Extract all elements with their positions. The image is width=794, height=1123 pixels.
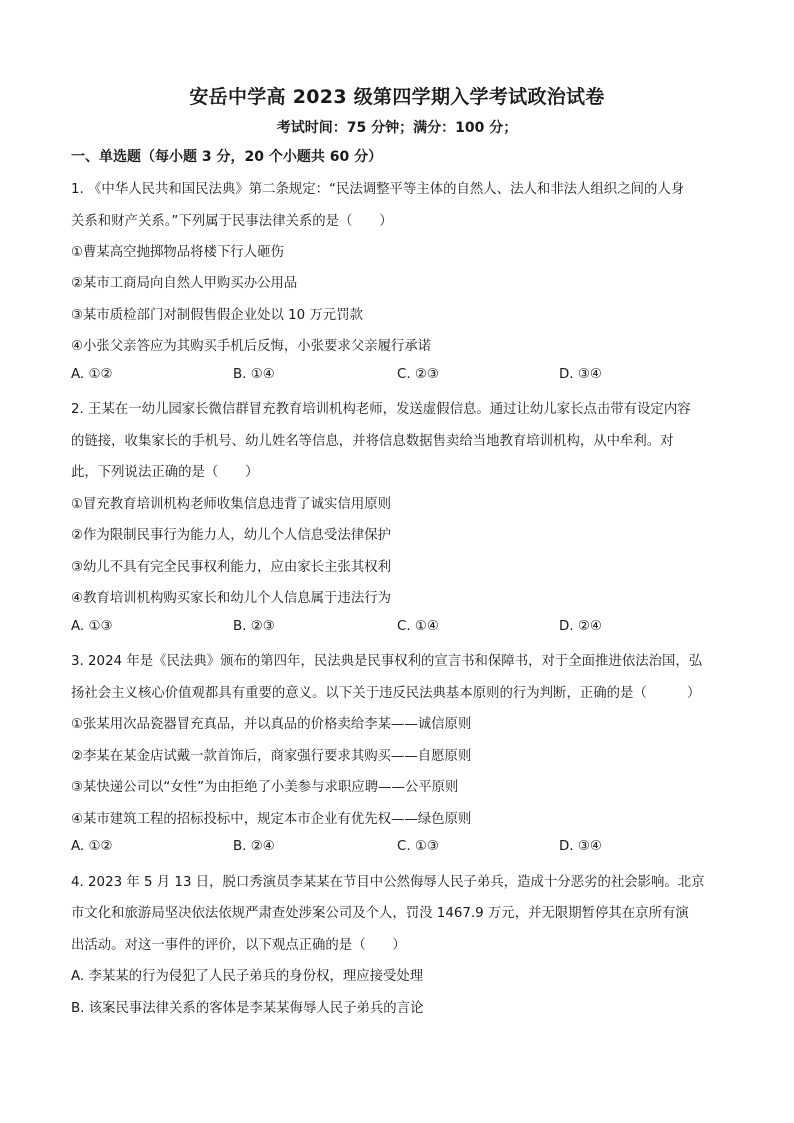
question-2-statement-4: ④教育培训机构购买家长和幼儿个人信息属于违法行为 [71, 591, 391, 606]
question-2-stem-line-3: 此，下列说法正确的是（ ） [71, 465, 259, 480]
question-1-option-b[interactable]: B. ①④ [233, 367, 275, 382]
question-3-option-c[interactable]: C. ①③ [397, 839, 439, 854]
question-2-option-d[interactable]: D. ②④ [559, 619, 602, 634]
question-4-option-b[interactable]: B. 该案民事法律关系的客体是李某某侮辱人民子弟兵的言论 [71, 1001, 424, 1016]
question-4-option-a[interactable]: A. 李某某的行为侵犯了人民子弟兵的身份权，理应接受处理 [71, 969, 424, 984]
question-1-statement-3: ③某市质检部门对制假售假企业处以 10 万元罚款 [71, 308, 363, 323]
question-1-option-a[interactable]: A. ①② [71, 367, 113, 382]
question-2-option-b[interactable]: B. ②③ [233, 619, 275, 634]
question-3-stem-line-2: 扬社会主义核心价值观都具有重要的意义。以下关于违反民法典基本原则的行为判断，正确的是（ ） [71, 686, 701, 701]
question-3-statement-4: ④某市建筑工程的招标投标中，规定本市企业有优先权——绿色原则 [71, 812, 472, 827]
question-1-stem-line-1: 1. 《中华人民共和国民法典》第二条规定：“民法调整平等主体的自然人、法人和非法人组织之间的人身 [71, 182, 685, 197]
page-title: 安岳中学高 2023 级第四学期入学考试政治试卷 [189, 86, 605, 108]
question-3-statement-1: ①张某用次品瓷器冒充真品，并以真品的价格卖给李某——诚信原则 [71, 717, 472, 732]
question-2-stem-line-1: 2. 王某在一幼儿园家长微信群冒充教育培训机构老师，发送虚假信息。通过让幼儿家长点击带有设定内容 [71, 402, 691, 417]
question-2-option-a[interactable]: A. ①③ [71, 619, 113, 634]
question-1-statement-1: ①曹某高空抛掷物品将楼下行人砸伤 [71, 245, 284, 260]
question-3-statement-3: ③某快递公司以“女性”为由拒绝了小美参与求职应聘——公平原则 [71, 780, 459, 795]
question-2-statement-2: ②作为限制民事行为能力人，幼儿个人信息受法律保护 [71, 528, 391, 543]
question-3-option-a[interactable]: A. ①② [71, 839, 113, 854]
question-1-statement-2: ②某市工商局向自然人甲购买办公用品 [71, 276, 298, 291]
section-heading: 一、单选题（每小题 3 分，20 个小题共 60 分） [71, 149, 383, 165]
question-1-statement-4: ④小张父亲答应为其购买手机后反悔，小张要求父亲履行承诺 [71, 339, 432, 354]
exam-info: 考试时间：75 分钟；满分：100 分； [276, 120, 518, 136]
question-3-statement-2: ②李某在某金店试戴一款首饰后，商家强行要求其购买——自愿原则 [71, 749, 472, 764]
question-3-option-b[interactable]: B. ②④ [233, 839, 275, 854]
question-2-statement-3: ③幼儿不具有完全民事权利能力，应由家长主张其权利 [71, 560, 391, 575]
question-3-stem-line-1: 3. 2024 年是《民法典》颁布的第四年，民法典是民事权利的宣言书和保障书，对于全面推进依法治国，弘 [71, 654, 703, 669]
question-1-option-d[interactable]: D. ③④ [559, 367, 602, 382]
question-3-option-d[interactable]: D. ③④ [559, 839, 602, 854]
question-4-stem-line-2: 市文化和旅游局坚决依法依规严肃查处涉案公司及个人，罚没 1467.9 万元，并无限期暂停其在京所有演 [71, 906, 689, 921]
question-1-stem-line-2: 关系和财产关系。”下列属于民事法律关系的是（ ） [71, 214, 393, 229]
question-2-option-c[interactable]: C. ①④ [397, 619, 439, 634]
question-2-stem-line-2: 的链接，收集家长的手机号、幼儿姓名等信息，并将信息数据售卖给当地教育培训机构，从中牟利。对 [71, 434, 674, 449]
question-1-option-c[interactable]: C. ②③ [397, 367, 439, 382]
question-4-stem-line-3: 出活动。对这一事件的评价，以下观点正确的是（ ） [71, 938, 406, 953]
question-4-stem-line-1: 4. 2023 年 5 月 13 日，脱口秀演员李某某在节目中公然侮辱人民子弟兵，造成十分恶劣的社会影响。北京 [71, 875, 705, 890]
question-2-statement-1: ①冒充教育培训机构老师收集信息违背了诚实信用原则 [71, 497, 391, 512]
